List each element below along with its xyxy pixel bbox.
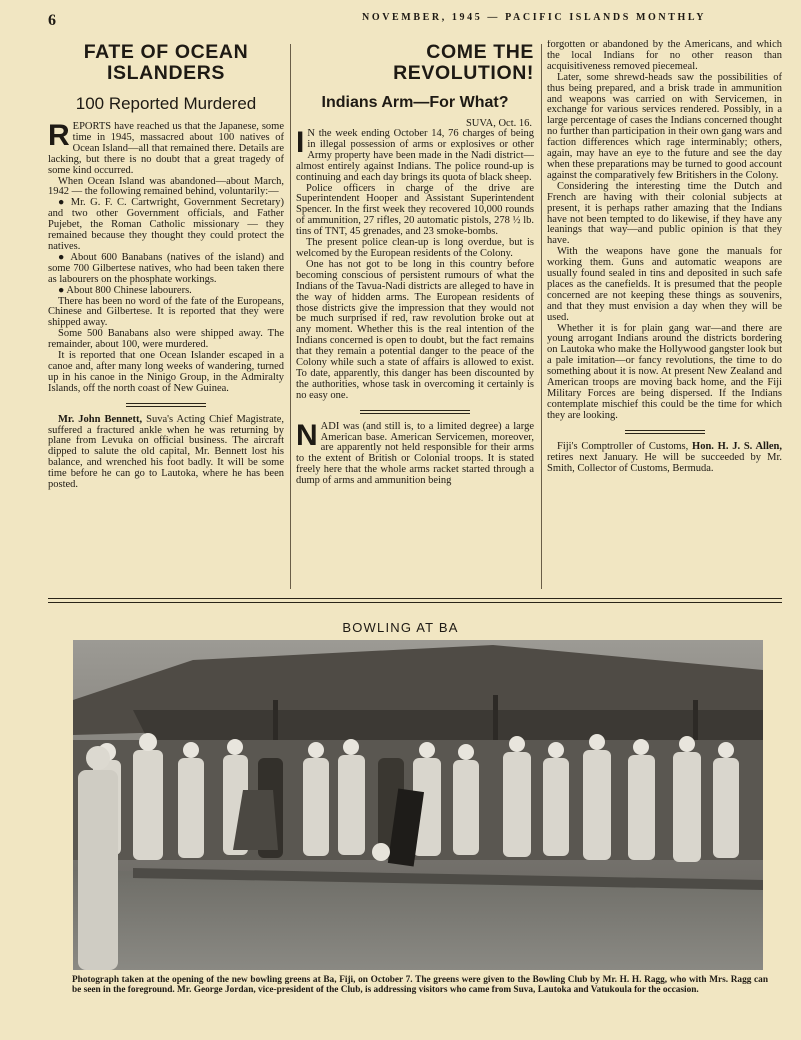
article2-para-2: Police officers in charge of the drive are Superintendent Hooper and Assistant Superintendent Spencer. In the first week they recovered 10,000 rounds of ammunition, 27 rifles, 20 automatic pistols, 278 ½ lb. tins of TNT, 45 grenades, and 23 smoke-bombs. [296, 182, 534, 238]
headline-revolution: COME THE REVOLUTION! [393, 41, 534, 84]
article1-bullet-1: ● Mr. G. F. C. Cartwright, Government Secretary) and two other Government officials, and Father Pujebet, the Roman Catholic missionary — they remained because they thought they could protect the natives. [48, 197, 284, 252]
running-header: NOVEMBER, 1945 — PACIFIC ISLANDS MONTHLY [362, 12, 707, 23]
column-3 [547, 40, 782, 595]
article1-bullet-3: ● About 800 Chinese labourers. [58, 284, 192, 296]
section-rule [48, 602, 782, 603]
subhead-murdered: 100 Reported Murdered [75, 94, 257, 113]
headline-ocean-islanders: FATE OF OCEAN ISLANDERS [83, 41, 249, 84]
column-rule [290, 44, 291, 589]
article1-para-3: There has been no word of the fate of the Europeans, Chinese and Gilbertese. It is reported that they were shipped away. [48, 295, 284, 329]
column-rule [541, 44, 542, 589]
article2-para-4: One has not got to be long in this country before becoming conscious of persistent rumours of what the Indians of the Tavua-Nadi districts are alleged to have in the way of hidden arms. The European residents of those districts give the impression that they would not be much surprised if red, raw revolution broke out at any moment. Whether this is the real intention of the Indians concerned is open to doubt, but the fact remains that they remain a potential danger to the peace of the Colony while such a state of affairs is allowed to exist. To date, apparently, this danger has been discounted by the authorities, whose task in overcoming it certainly is no easy one. [296, 258, 534, 401]
article2-para-7: Later, some shrewd-heads saw the possibilities of thus being prepared, and a brisk trade in ammunition and weapons was carried on with Servicemen, in exchange for various services rendered. Possibly, in a large percentage of cases the Indians concerned thought no further than participation in their own gang wars and faction differences which rage interminably; others, again, may have an eye to the future and see the day when these preparations may be turned to good account against the comparatively few Britishers in the Colony. [547, 71, 782, 181]
article2-para-9: With the weapons have gone the manuals for working them. Guns and automatic weapons are usually found sealed in tins and deposited in such safe places as the canefields. It is presumed that the people concerned are not keeping these things as souvenirs, and that they must envision a day when they will be used. [547, 246, 782, 323]
article2-para-6: forgotten or abandoned by the Americans, and which the local Indians for no other reason than acquisitiveness removed piecemeal. [547, 40, 782, 72]
separator [126, 403, 206, 407]
drop-cap: I [296, 126, 305, 159]
drop-cap: N [296, 418, 318, 452]
subhead-indians-arm: Indians Arm—For What? [321, 94, 509, 111]
column-2 [296, 40, 534, 595]
photo-caption: Photograph taken at the opening of the new bowling greens at Ba, Fiji, on October 7. The greens were given to the Bowling Club by Mr. H. H. Ragg, who with Mrs. Ragg can be seen in the foreground. Mr. George Jordan, vice-president of the Club, is addressing visitors who came from Suva, Lautoka and Vatukoula for the occasion. [72, 975, 768, 996]
separator [360, 410, 470, 414]
article1-para-2: When Ocean Island was abandoned—about March, 1942 — the following remained behind, voluntarily:— [48, 175, 284, 198]
article1-para-1: REPORTS have reached us that the Japanese, some time in 1945, massacred about 100 natives of Ocean Island—all that remained there. Details are lacking, but there is no doubt that a great tragedy of some kind occurred. [48, 119, 284, 176]
article2-para-1: I N the week ending October 14, 76 charges of being in illegal possession of arms or explosives or other Army property have been made in the Nadi district—almost entirely against Indians. The police round-up is continuing and each day brings its quota of black sheep. [296, 126, 534, 183]
dateline: SUVA, Oct. 16. [465, 118, 532, 129]
page-number: 6 [48, 12, 56, 29]
column-1 [48, 40, 284, 595]
article2-para-5: NADI was (and still is, to a limited degree) a large American base. American Servicemen, moreover, are apparently not held responsible for their arms to the extent of British or Colonial troops. It is stated freely here that the whole arms racket started through a dump of arms and ammunition being [296, 418, 534, 487]
photo-illustration [73, 640, 763, 970]
photo-title: BOWLING AT BA [342, 620, 459, 635]
article1-bullet-2: ● About 600 Banabans (natives of the island) and some 700 Gilbertese natives, who had been taken there as labourers on the phosphate workings. [48, 251, 284, 285]
article1-para-5: It is reported that one Ocean Islander escaped in a canoe and, after many long weeks of wandering, turned up in his canoe in the Ninigo Group, in the Admiralty Islands, off the north coast of New Guinea. [48, 350, 284, 394]
article2-para-3: The present police clean-up is long overdue, but is welcomed by the European residents of the Colony. [296, 237, 534, 259]
section-rule [48, 598, 782, 599]
bowling-photo [73, 640, 763, 970]
drop-cap: R [48, 119, 70, 152]
brief-bennett: Mr. John Bennett, Suva's Acting Chief Magistrate, suffered a fractured ankle when he was returning by plane from Levuka on official business. The aircraft dipped to salute the old capital, Mr. Bennett lost his balance, and wrenched his foot badly. It will be some time before he can go to Lautoka, where he has been posted. [48, 413, 284, 491]
separator [625, 430, 705, 434]
article2-para-8: Considering the interesting time the Dutch and French are having with their colonial subjects at present, it is perhaps rather amazing that the Indians have not been tempted to do likewise, if they have any leanings that way—and public opinion is that they have. [547, 180, 782, 247]
article2-para-10: Whether it is for plain gang war—and there are young arrogant Indians around the districts bordering on Lautoka who make the Hollywood gangster look but a pale imitation—or fancy revolutions, the time to do something about it is now. At present New Zealand and American troops are moving back home, and the Fiji Military Forces are being dispersed. If the Indians contemplate mischief this could be the time for which they are looking. [547, 322, 782, 421]
article1-para-4: Some 500 Banabans also were shipped away. The remainder, about 100, were murdered. [48, 328, 284, 351]
brief-allen: Fiji's Comptroller of Customs, Hon. H. J. S. Allen, retires next January. He will be succeeded by Mr. Smith, Collector of Customs, Bermuda. [547, 440, 782, 474]
